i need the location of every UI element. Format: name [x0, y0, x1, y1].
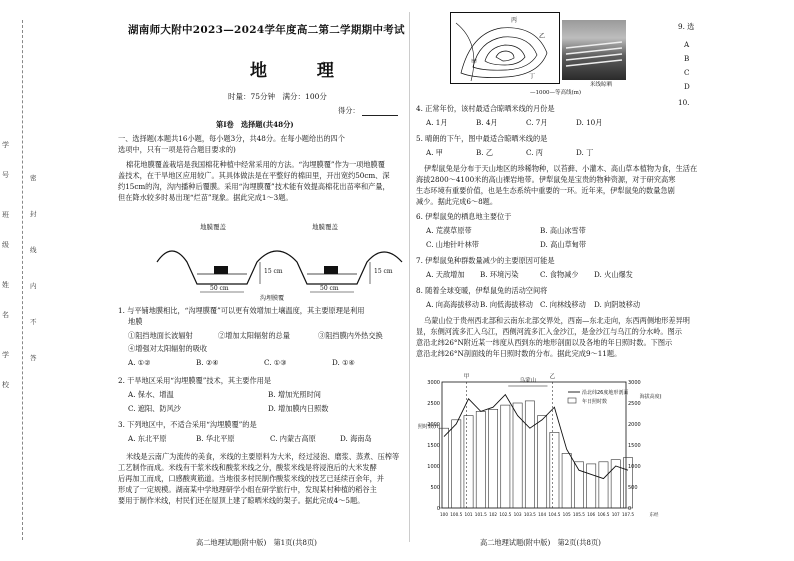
choice[interactable]: C. 内蒙古高原 — [270, 434, 316, 443]
sunshine-bar — [525, 401, 534, 508]
passage-line: 伊犁鼠兔是分布于天山地区的珍稀物种，以苔藓、小灌木、高山草本植物为食，生活在 — [424, 164, 698, 173]
question-6: 6. 伊犁鼠兔的栖息地主要位于 — [416, 212, 512, 221]
passage-line: 显，东侧河流多汇入乌江，西侧河流多汇入金沙江，是金沙江与乌江的分水岭。图示 — [416, 327, 682, 336]
margin-char: 学 — [2, 351, 9, 359]
sunshine-bar — [562, 453, 571, 508]
choice[interactable]: B. 增加光照时间 — [268, 390, 321, 399]
choice[interactable]: B. 环境污染 — [480, 270, 519, 279]
map-point-ding: 丁 — [529, 73, 536, 80]
margin-seal-char: 密 — [30, 174, 37, 182]
choice[interactable]: C. 7月 — [526, 118, 548, 127]
choice[interactable]: D. 10月 — [576, 118, 603, 127]
sunshine-bar — [452, 420, 461, 508]
sunshine-bar — [550, 432, 559, 508]
sunshine-bar — [574, 462, 583, 508]
mulch-diagram — [152, 222, 412, 302]
y-left-tick-label: 1500 — [427, 443, 440, 449]
choice[interactable]: A. 荒漠草原带 — [426, 226, 472, 235]
contour-svg — [451, 13, 559, 83]
fig-label: 沟埋膜覆 — [260, 295, 285, 302]
time-score: 时量：75分钟 满分：100分 — [228, 92, 327, 101]
sunshine-bar — [599, 462, 608, 508]
y-right-tick-label: 2000 — [628, 422, 641, 428]
choice[interactable]: B. 4月 — [476, 118, 498, 127]
y-left-tick-label: 2000 — [427, 422, 440, 428]
passage-line: 意沿北纬26°N剖面线的年日照时数的分布。据此完成9～11题。 — [416, 349, 622, 358]
legend-bar-key — [568, 398, 576, 403]
y-right-tick-label: 0 — [628, 506, 632, 512]
margin-seal-char: 内 — [30, 282, 37, 290]
x-tick-label: 106.5 — [597, 512, 610, 517]
margin-seal-char: 答 — [30, 354, 37, 362]
margin-seal-char: 不 — [30, 318, 37, 326]
question-4: 4. 正常年份，该村最适合晾晒米线的月份是 — [416, 104, 555, 113]
legend-label-sunshine: 年日照时数 — [582, 399, 608, 405]
question-7: 7. 伊犁鼠兔种群数量减少的主要原因可能是 — [416, 256, 555, 265]
y-right-tick-label: 2500 — [628, 401, 641, 407]
y-right-tick-label: 3000 — [628, 380, 641, 386]
question-1-cont: 地膜 — [128, 317, 143, 326]
legend-label-terrain: 沿北纬26度地形剖面 — [582, 390, 629, 396]
passage-line: 棉花地膜覆盖栽培是我国棉花种植中经常采用的方法。“沟埋膜覆”作为一项地膜覆 — [126, 160, 385, 169]
terrain-profile-line — [444, 395, 628, 479]
choice[interactable]: B. 高山冰雪带 — [540, 226, 586, 235]
map-point-jia: 甲 — [471, 59, 478, 66]
passage-line: 盖技术，在干旱地区应用较广。其具体做法是在平整好的棉田里，开出宽约50cm、深 — [118, 171, 390, 180]
x-axis-unit: 东经 — [649, 513, 659, 518]
x-tick-label: 106 — [587, 512, 596, 517]
fig-label: 地膜覆盖 — [200, 223, 226, 231]
contour-map — [450, 12, 560, 84]
margin-char: 名 — [2, 311, 9, 319]
passage-line: 生态环境有重要价值，也是生态系统中重要的一环。近年来，伊犁鼠兔的数量急剧 — [416, 186, 675, 195]
subject-title: 地 理 — [250, 61, 356, 81]
x-tick-label: 103.5 — [523, 512, 536, 517]
x-tick-label: 100 — [440, 512, 448, 517]
sunshine-bar — [501, 405, 510, 508]
marker-label-yi: 乙 — [549, 374, 556, 380]
choice[interactable]: B. ②④ — [196, 358, 219, 367]
map-point-bing: 丙 — [511, 17, 518, 24]
passage-line: 海拔2800～4100米的高山裸岩地带。伊犁鼠兔是宝贵的物种资源，对于研究高寒 — [416, 175, 676, 184]
question-8: 8. 随着全球变暖，伊犁鼠兔的活动空间将 — [416, 286, 548, 295]
choice[interactable]: C. 遮阳、防风沙 — [128, 404, 181, 413]
fig-label: 15 cm — [374, 268, 393, 275]
y-axis-label-right: 海拔高度( — [639, 394, 662, 400]
sunshine-bar — [538, 416, 547, 508]
x-tick-label: 104 — [538, 512, 547, 517]
section-title: 第Ⅰ卷 选择题(共48分) — [216, 120, 294, 129]
y-right-tick-label: 1500 — [628, 443, 641, 449]
passage-line: 乌蒙山位于贵州西北部和云南东北部交界处，西南—东北走向，东西两侧地形差异明 — [424, 316, 690, 325]
x-tick-label: 101 — [464, 512, 473, 517]
x-tick-label: 105.5 — [572, 512, 585, 517]
edge-text: C — [684, 68, 690, 77]
choice[interactable]: C. ①③ — [264, 358, 287, 367]
drying-photo-svg — [562, 20, 626, 80]
marker-label-jia: 甲 — [463, 374, 470, 380]
choice[interactable]: B. 乙 — [476, 148, 494, 157]
exam-title: 湖南师大附中2023—2024学年度高二第二学期期中考试 — [128, 24, 405, 36]
choice[interactable]: D. 火山爆发 — [594, 270, 633, 279]
margin-char: 班 — [2, 211, 9, 219]
choice[interactable]: A. 保水、增温 — [128, 390, 174, 399]
choice[interactable]: D. 增加膜内日照数 — [268, 404, 329, 413]
instruction-line: 选项中，只有一项是符合题目要求的) — [118, 145, 236, 154]
x-tick-label: 103 — [513, 512, 522, 517]
choice[interactable]: C. 向林线移动 — [540, 300, 586, 309]
chart-svg — [418, 368, 662, 530]
score-label: 得分： — [338, 106, 360, 115]
question-5: 5. 晴朗的下午，图中最适合晾晒米线的是 — [416, 134, 548, 143]
passage-line: 约15cm的沟，沟内播种后覆膜。采用“沟埋膜覆”技术能有效提高棉花出苗率和产量， — [118, 182, 390, 191]
choice[interactable]: C. 山地针叶林带 — [426, 240, 479, 249]
x-tick-label: 100.5 — [450, 512, 463, 517]
question-2: 2. 干旱地区采用“沟埋膜覆”技术，其主要作用是 — [118, 376, 272, 385]
choice[interactable]: B. 华北平原 — [196, 434, 235, 443]
fig-label: 15 cm — [264, 268, 283, 275]
fig-label: 地膜覆盖 — [312, 223, 338, 231]
margin-seal-char: 线 — [30, 246, 37, 254]
choice[interactable]: D. 丁 — [576, 148, 594, 157]
page-divider — [409, 12, 410, 542]
mountain-label: 乌蒙山 — [519, 378, 537, 384]
y-left-tick-label: 3000 — [427, 380, 440, 386]
y-left-tick-label: 2500 — [427, 401, 440, 407]
fig-label: 50 cm — [210, 285, 229, 292]
fig-label: 50 cm — [320, 285, 339, 292]
edge-text: 9. 选 — [678, 22, 695, 31]
score-blank — [362, 115, 398, 116]
margin-dashed-line — [22, 20, 23, 540]
passage-line: 后再加工而成，口感酸爽筋道。当地很多村民制作酸浆米线的技艺已延续百余年，并 — [118, 474, 384, 483]
edge-text: B — [684, 54, 690, 63]
choice[interactable]: A. 东北平原 — [128, 434, 167, 443]
instruction-line: 一、选择题(本题共16小题，每小题3分，共48分。在每小题给出的四个 — [118, 134, 345, 143]
mulch-figure — [152, 222, 412, 302]
choice[interactable]: A. 1月 — [426, 118, 448, 127]
y-left-tick-label: 500 — [430, 485, 440, 491]
x-tick-label: 102.5 — [499, 512, 512, 517]
passage-line: 意沿北纬26°N附近某一纬度从西到东的地形剖面以及各地的年日照时数。下图示 — [416, 338, 673, 347]
choice[interactable]: D. 高山草甸带 — [540, 240, 587, 249]
sunshine-bar — [476, 411, 485, 508]
map-caption: —1000—等高线(m) — [530, 90, 582, 96]
page-footer: 高二地理试题(附中版) 第2页(共8页) — [480, 538, 601, 547]
passage-line: 米线是云南广为流传的美食，米线的主要原料为大米，经过浸泡、磨浆、蒸煮、压榨等 — [126, 452, 400, 461]
edge-text: A — [684, 40, 690, 49]
x-tick-label: 102 — [489, 512, 498, 517]
page-footer: 高二地理试题(附中版) 第1页(共8页) — [196, 538, 317, 547]
passage-line: 但在降水较多时易出现“烂苗”现象。据此完成1～3题。 — [118, 193, 293, 202]
x-tick-label: 107 — [611, 512, 620, 517]
q1-statement: ④增强对太阳辐射的吸收 — [128, 344, 208, 353]
y-axis-label-left: 照时数(h) — [418, 424, 441, 430]
margin-char: 号 — [2, 171, 9, 179]
choice[interactable]: A. 向高海拔移动 — [426, 300, 479, 309]
choice[interactable]: D. ①④ — [332, 358, 355, 367]
sunshine-bar — [587, 464, 596, 508]
sunshine-bar — [464, 416, 473, 508]
passage-line: 形成了一定规模。湖南某中学地理研学小组在研学旅行中，发现某村种植的稻谷主 — [118, 485, 377, 494]
x-tick-label: 107.5 — [622, 512, 634, 517]
sunshine-bar — [488, 409, 497, 508]
margin-char: 学 — [2, 141, 9, 149]
margin-side-text — [30, 160, 38, 376]
margin-char: 校 — [2, 381, 9, 389]
passage-line: 减少。据此完成6～8题。 — [416, 197, 498, 206]
choice[interactable]: D. 向阴坡移动 — [594, 300, 641, 309]
q1-statement: ①阻挡地面长波辐射 — [128, 331, 193, 340]
x-tick-label: 105 — [562, 512, 571, 517]
photo-caption: 米线晾晒 — [590, 82, 613, 88]
drying-photo — [562, 20, 626, 80]
passage-line: 要用于制作米线，村民们还在屋顶上建了晾晒米线的架子。据此完成4～5题。 — [118, 496, 365, 505]
choice[interactable]: D. 海南岛 — [340, 434, 372, 443]
choice[interactable]: A. ①② — [128, 358, 151, 367]
question-1: 1. 与平铺地膜相比，“沟埋膜覆”可以更有效增加土壤温度，其主要原理是利用 — [118, 306, 365, 315]
x-tick-label: 101.5 — [474, 512, 487, 517]
sunshine-chart — [418, 368, 662, 530]
map-point-yi: 乙 — [539, 33, 546, 40]
edge-text: 10. — [678, 98, 690, 107]
choice[interactable]: B. 向低海拔移动 — [480, 300, 533, 309]
choice[interactable]: A. 甲 — [426, 148, 443, 157]
margin-seal-char: 封 — [30, 210, 37, 218]
y-right-tick-label: 1000 — [628, 464, 641, 470]
choice[interactable]: A. 天敌增加 — [426, 270, 465, 279]
choice[interactable]: C. 丙 — [526, 148, 543, 157]
q1-statement: ②增加太阳辐射的总量 — [218, 331, 290, 340]
x-tick-label: 104.5 — [548, 512, 561, 517]
y-left-tick-label: 1000 — [427, 464, 440, 470]
margin-char: 级 — [2, 241, 9, 249]
y-right-tick-label: 500 — [628, 485, 638, 491]
question-3: 3. 下列地区中，不适合采用“沟埋膜覆”的是 — [118, 420, 257, 429]
margin-char: 姓 — [2, 281, 9, 289]
edge-text: D — [684, 82, 690, 91]
y-left-tick-label: 0 — [436, 506, 440, 512]
passage-line: 工艺制作而成。米线有干浆米线和酸浆米线之分，酸浆米线是将浸泡后的大米发酵 — [118, 463, 377, 472]
q1-statement: ③阻挡膜内外热交换 — [318, 331, 383, 340]
sunshine-bar — [439, 428, 448, 508]
choice[interactable]: C. 食物减少 — [540, 270, 579, 279]
